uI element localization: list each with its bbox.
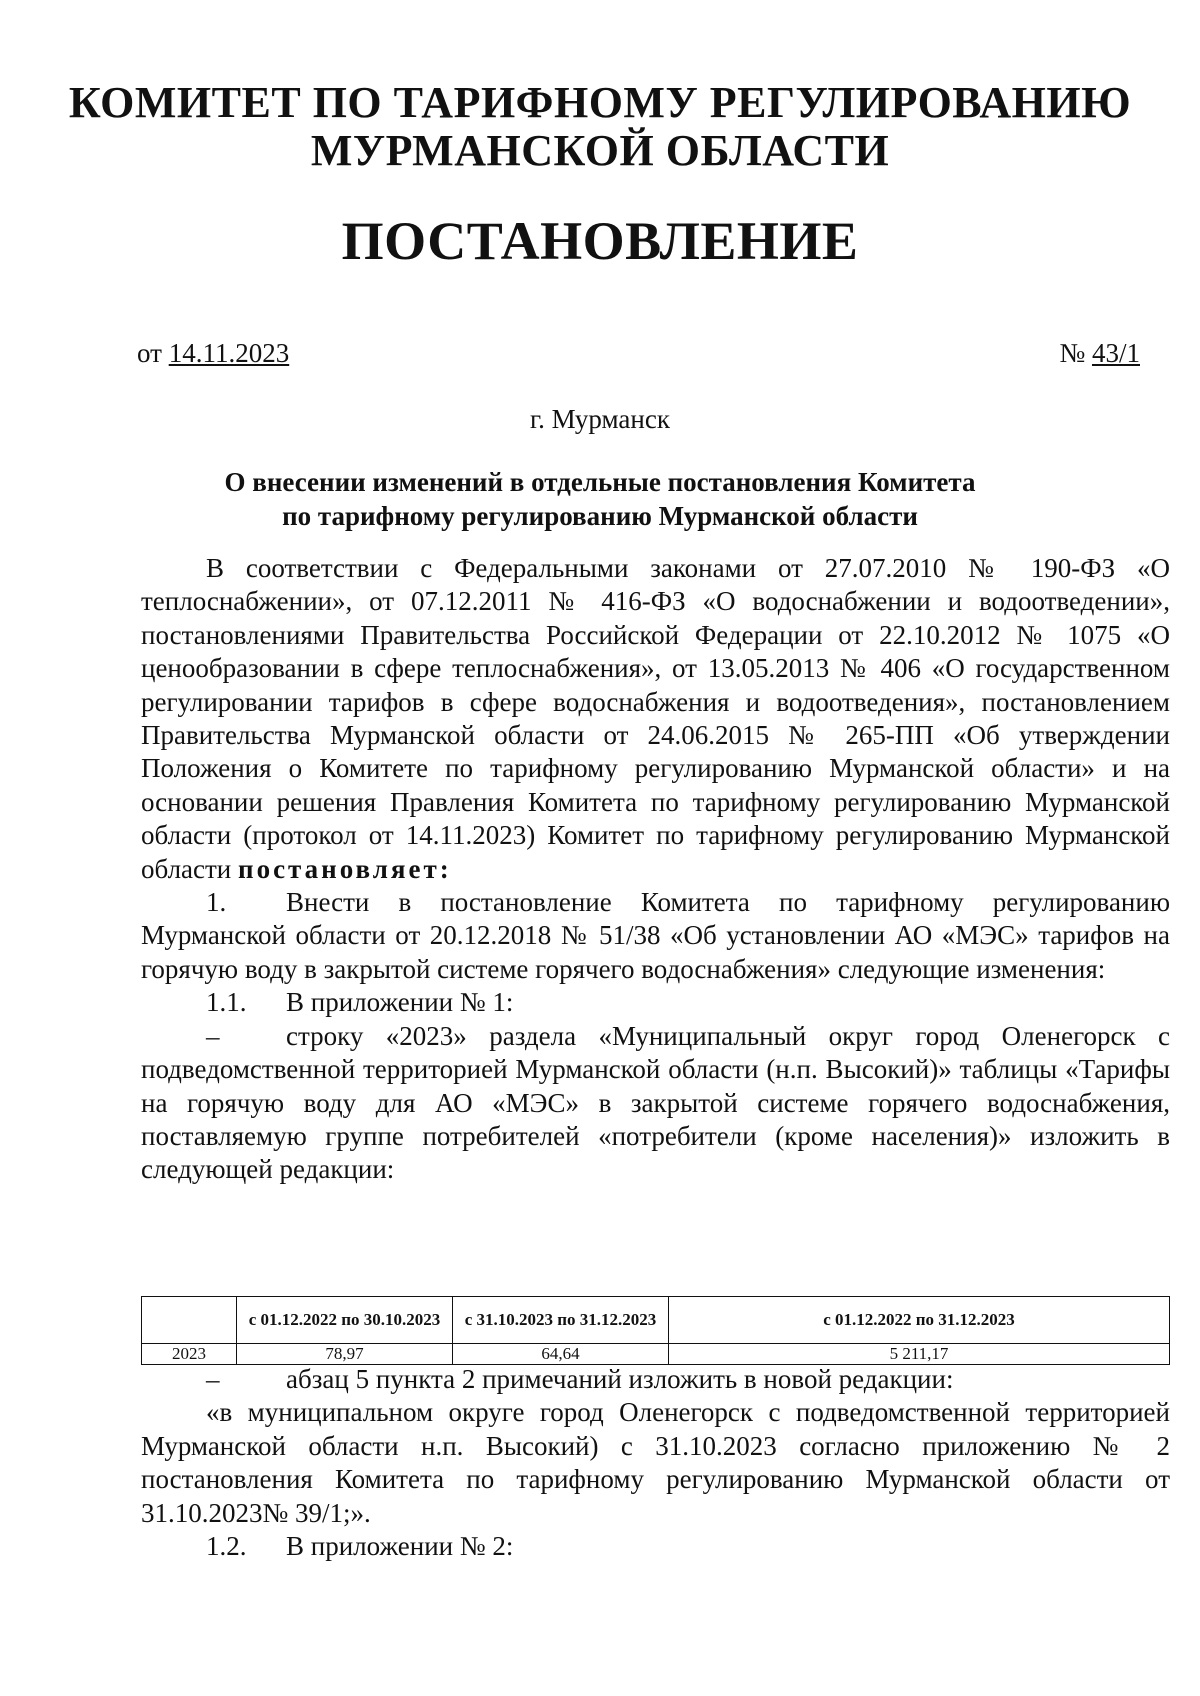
table-header-cell: с 31.10.2023 по 31.12.2023 <box>453 1297 669 1344</box>
table-cell: 78,97 <box>237 1344 453 1365</box>
document-body-continued <box>141 1363 1170 1563</box>
item-1-2-number: 1.2. <box>206 1531 247 1562</box>
number-prefix: № <box>1059 338 1092 368</box>
item-1-1-number: 1.1. <box>206 987 247 1018</box>
item-1-text: Внести в постановление Комитета по тарифному регулированию Мурманской области от 20.12.2018 № 51/38 «Об установлении АО «МЭС» тарифов на горячую воду в закрытой системе горячего водоснабжения» следующие изменения: <box>141 887 1170 984</box>
date-value: 14.11.2023 <box>168 338 290 368</box>
item-1-1-dash-1-text: строку «2023» раздела «Муниципальный округ город Оленегорск с подведомственной территорией Мурманской области (н.п. Высокий)» таблицы «Тарифы на горячую воду для АО «МЭС» в закрытой системе горячего водоснабжения, поставляемую группе потребителей «потребители (кроме населения)» изложить в следующей редакции: <box>141 1020 1170 1185</box>
dash-marker: – <box>206 1020 220 1051</box>
org-title-line2: МУРМАНСКОЙ ОБЛАСТИ <box>310 126 890 175</box>
item-1-1-paragraph <box>141 986 1170 1019</box>
table-cell: 64,64 <box>453 1344 669 1365</box>
document-date <box>137 338 289 369</box>
item-1-1-dash-1-paragraph <box>141 1020 1170 1187</box>
document-number <box>1059 338 1140 369</box>
item-1-1-dash-2-paragraph <box>141 1363 1170 1396</box>
document-body <box>141 552 1170 1187</box>
preamble-paragraph <box>141 552 1170 886</box>
quote-paragraph: «в муниципальном округе город Оленегорск с подведомственной территорией Мурманской области н.п. Высокий) с 31.10.2023 согласно приложению № 2 постановления Комитета по тарифному регулированию Мурманской области от 31.10.2023№ 39/1;». <box>141 1397 1170 1528</box>
table-cell: 5 211,17 <box>669 1344 1170 1365</box>
preamble-keyword: постановляет: <box>238 853 452 884</box>
preamble-text: В соответствии с Федеральными законами от 27.07.2010 № 190-ФЗ «О теплоснабжении», от 07.12.2011 № 416-ФЗ «О водоснабжении и водоотведении», постановлениями Правительства Российской Федерации от 22.10.2012 № 1075 «О ценообразовании в сфере теплоснабжения», от 13.05.2013 № 406 «О государственном регулировании тарифов в сфере водоснабжения и водоотведения», постановлением Правительства Мурманской области от 24.06.2015 № 265-ПП «Об утверждении Положения о Комитете по тарифному регулированию Мурманской области» и на основании решения Правления Комитета по тарифному регулированию Мурманской области (протокол от 14.11.2023) Комитет по тарифному регулированию Мурманской области <box>141 553 1170 884</box>
table-header-cell <box>142 1297 237 1344</box>
org-title-line1: КОМИТЕТ ПО ТАРИФНОМУ РЕГУЛИРОВАНИЮ <box>68 78 1132 127</box>
date-prefix: от <box>137 338 169 368</box>
city-name: г. Мурманск <box>530 404 670 434</box>
table-header-cell: с 01.12.2022 по 30.10.2023 <box>237 1297 453 1344</box>
tariff-table <box>141 1296 1170 1365</box>
table-row <box>142 1344 1170 1365</box>
item-1-number: 1. <box>206 887 227 918</box>
subject-line1: О внесении изменений в отдельные постановления Комитета <box>224 467 976 497</box>
number-value: 43/1 <box>1091 338 1140 368</box>
item-1-paragraph <box>141 886 1170 986</box>
table-header-cell: с 01.12.2022 по 31.12.2023 <box>669 1297 1170 1344</box>
item-1-1-dash-2-text: абзац 5 пункта 2 примечаний изложить в новой редакции: <box>286 1364 954 1394</box>
table-cell-year: 2023 <box>142 1344 237 1365</box>
table-header-row <box>142 1297 1170 1344</box>
dash-marker: – <box>206 1364 220 1394</box>
subject-line2: по тарифному регулированию Мурманской области <box>282 501 918 531</box>
item-1-2-text: В приложении № 2: <box>286 1531 514 1562</box>
item-1-1-text: В приложении № 1: <box>286 987 514 1018</box>
item-1-2-paragraph <box>141 1530 1170 1563</box>
document-type-title: ПОСТАНОВЛЕНИЕ <box>341 211 859 271</box>
